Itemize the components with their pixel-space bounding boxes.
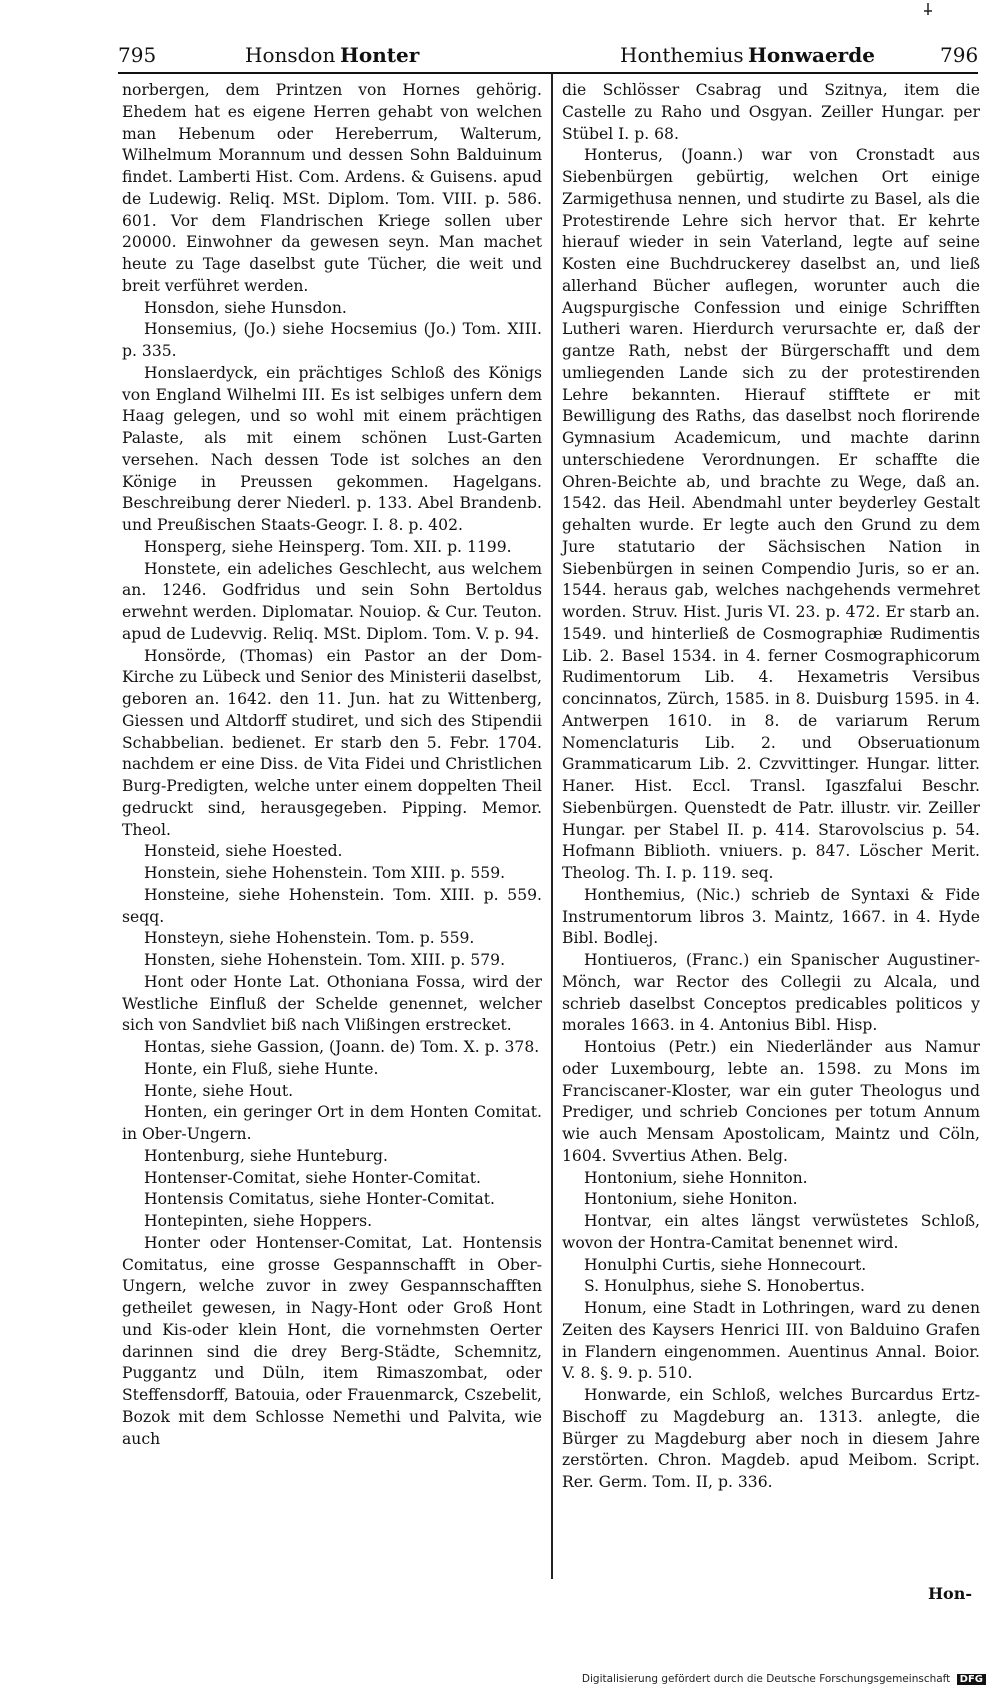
- entry-paragraph: Hontoius (Petr.) ein Niederländer aus Namur oder Luxembourg, lebte an. 1598. zu Mons im Franciscaner-Kloster, war ein guter Theologus und Prediger, und schrieb Conciones per totum Annum wie auch Mensam Apostolicam, Maintz und Cöln, 1604. Svvertius Athen. Belg.: [562, 1038, 980, 1165]
- footer-credit: [582, 1673, 986, 1685]
- entry-paragraph: Honsteyn, siehe Hohenstein. Tom. p. 559.: [144, 929, 475, 948]
- entry-paragraph: Hontonium, siehe Honniton.: [584, 1168, 808, 1187]
- entry-paragraph: Honsdon, siehe Hunsdon.: [144, 298, 347, 317]
- right-running-title-fraktur: Honwaerde: [748, 43, 875, 67]
- entry-paragraph: Honsten, siehe Hohenstein. Tom. XIII. p. 579.: [144, 951, 506, 969]
- entry-paragraph: Hontenburg, siehe Hunteburg.: [144, 1146, 388, 1165]
- left-column: [122, 80, 542, 1450]
- entry-paragraph: Hontvar, ein altes längst verwüstetes Schloß, wovon der Hontra-Camitat benennet wird.: [562, 1212, 980, 1252]
- entry-paragraph: Honstein, siehe Hohenstein. Tom XIII. p. 559.: [144, 864, 506, 882]
- entry-paragraph: die Schlösser Csabrag und Szitnya, item die Castelle zu Raho und Osgyan. Zeiller Hungar. per Stübel I. p. 68.: [562, 81, 980, 143]
- left-running-title-fraktur: Honter: [340, 43, 420, 67]
- entry-paragraph: Honterus, (Joann.) war von Cronstadt aus Siebenbürgen gebürtig, welchen Ort einige Zarmigethusa nennen, und studirte zu Basel, als die Protestirende Lehre sich hervor that. Er kehrte hierauf wieder in sein Vaterland, legte auf seine Kosten eine Buchdruckerey daselbst an, und ließ allerhand Bücher auflegen, worunter auch die Augspurgische Confession und einige Schrifften Lutheri waren. Hierdurch verursachte er, daß der gantze Rath, nebst der Bürgerschafft und dem umliegenden Lande sich zu der protestirenden Lehre bekannten. Hierauf stifftete er mit Bewilligung des Raths, das daselbst noch florirende Gymnasium Academicum, und machte darinn unterschiedene Verordnungen. Er schaffte die Ohren-Beichte ab, und brachte zu Wege, daß an. 1542. das Heil. Abendmahl unter beyderley Gestalt gehalten wurde. Er legte auch den Grund zu dem Jure statutario der Sächsischen Nation in Siebenbürgen in seinen Compendio Juris, so er an. 1544. heraus gab, welches nachgehends vermehret worden. Struv. Hist. Juris VI. 23. p. 472. Er starb an. 1549. und hinterließ de Cosmographiæ Rudimentis Lib. 2. Basel 1534. in 4. ferner Cosmographicorum Rudimentorum Lib. 4. Hexametris Versibus concinnatos, Zürch, 1585. in 8. Duisburg 1595. in 4. Antwerpen 1610. in 8. de variarum Rerum Nomenclaturis Lib. 2. und Obseruationum Grammaticarum Lib. 2. Czvvittinger. Hungar. litter. Haner. Hist. Eccl. Transl. Igaszfalui Beschr. Siebenbürgen. Quenstedt de Patr. illustr. vir. Zeiller Hungar. per Stabel II. p. 414. Starovolscius p. 54. Hofmann Biblioth. vniuers. p. 847. Löscher Merit. Theolog. Th. I. p. 119. seq.: [562, 146, 980, 882]
- catchword: Hon-: [927, 1584, 972, 1603]
- entry-paragraph: Hont oder Honte Lat. Othoniana Fossa, wird der Westliche Einfluß der Schelde genennet, welcher sich von Sandvliet biß nach Vlißingen erstrecket.: [122, 972, 542, 1035]
- corner-mark: [924, 0, 932, 12]
- entry-paragraph: Honsteine, siehe Hohenstein. Tom. XIII. p. 559. seqq.: [122, 885, 542, 926]
- entry-paragraph: Honter oder Hontenser-Comitat, Lat. Hontensis Comitatus, eine grosse Gespannschafft in Ober-Ungern, welche zuvor in zwey Gespannschafften getheilet gewesen, in Nagy-Hont oder Groß Hont und Kis-oder klein Hont, die vornehmsten Oerter darinnen sind die drey Berg-Städte, Schemnitz, Puggantz und Düln, item Rimaszombat, oder Steffensdorff, Batouia, oder Frauenmarck, Cszebelit, Bozok mit dem Schlosse Nemethi und Palvita, wie auch: [122, 1233, 542, 1448]
- entry-paragraph: Hontenser-Comitat, siehe Honter-Comitat.: [144, 1168, 481, 1187]
- entry-paragraph: Honulphi Curtis, siehe Honnecourt.: [584, 1255, 867, 1274]
- entry-paragraph: Hontas, siehe Gassion, (Joann. de) Tom. X. p. 378.: [144, 1038, 540, 1056]
- left-page-number: 795: [118, 43, 157, 67]
- entry-paragraph: Honslaerdyck, ein prächtiges Schloß des Königs von England Wilhelmi III. Es ist selbiges unfern dem Haag gelegen, und so wohl mit einem prächtigen Palaste, als mit einem schönen Lust-Garten versehen. Nach dessen Tode ist solches an den Könige in Preussen gekommen. Hagelgans. Beschreibung derer Niederl. p. 133. Abel Brandenb. und Preußischen Staats-Geogr. I. 8. p. 402.: [122, 363, 542, 534]
- entry-paragraph: Honsteid, siehe Hoested.: [144, 842, 343, 861]
- entry-paragraph: Honsörde, (Thomas) ein Pastor an der Dom-Kirche zu Lübeck und Senior des Ministerii daselbst, geboren an. 1642. den 11. Jun. hat zu Wittenberg, Giessen und Altdorff studiret, und sich des Stipendii Schabbelian. bedienet. Er starb den 5. Febr. 1704. nachdem er eine Diss. de Vita Fidei und Christlichen Burg-Predigten, welche unter einem doppelten Theil gedruckt sind, herausgegeben. Pipping. Memor. Theol.: [122, 646, 542, 839]
- entry-paragraph: Honsemius, (Jo.) siehe Hocsemius (Jo.) Tom. XIII. p. 335.: [122, 320, 542, 360]
- entry-paragraph: norbergen, dem Printzen von Hornes gehörig. Ehedem hat es eigene Herren gehabt von welchen man Hebenum oder Hereberrum, Walterum, Wilhelmum Morannum und dessen Sohn Balduinum findet. Lamberti Hist. Com. Ardens. & Guisens. apud de Ludewig. Reliq. MSt. Diplom. Tom. VIII. p. 586. 601. Vor dem Flandrischen Kriege sollen uber 20000. Einwohner da gewesen seyn. Man machet heute zu Tage daselbst gute Tücher, die weit und breit verführet werden.: [122, 81, 542, 295]
- right-page-number: 796: [940, 43, 979, 67]
- entry-paragraph: Honum, eine Stadt in Lothringen, ward zu denen Zeiten des Kaysers Henrici III. von Balduino Grafen in Flandern eingenommen. Auentinus Annal. Boior. V. 8. §. 9. p. 510.: [562, 1299, 980, 1383]
- entry-paragraph: Hontonium, siehe Honiton.: [584, 1190, 798, 1209]
- column-divider: [551, 74, 553, 1579]
- entry-paragraph: S. Honulphus, siehe S. Honobertus.: [584, 1277, 865, 1296]
- right-running-title-roman: Honthemius: [620, 43, 744, 67]
- entry-paragraph: Honwarde, ein Schloß, welches Burcardus Ertz-Bischoff zu Magdeburg an. 1313. anlegte, die Bürger zu Magdeburg aber noch in diesem Jahre zerstörten. Chron. Magdeb. apud Meibom. Script. Rer. Germ. Tom. II, p. 336.: [562, 1386, 980, 1491]
- right-column: [562, 80, 980, 1494]
- entry-paragraph: Honstete, ein adeliches Geschlecht, aus welchem an. 1246. Godfridus und sein Sohn Bertoldus erwehnt werden. Diplomatar. Nouiop. & Cur. Teuton. apud de Ludevvig. Reliq. MSt. Diplom. Tom. V. p. 94.: [122, 559, 542, 643]
- left-running-title-roman: Honsdon: [245, 43, 336, 67]
- entry-paragraph: Honten, ein geringer Ort in dem Honten Comitat. in Ober-Ungern.: [122, 1103, 542, 1143]
- entry-paragraph: Hontepinten, siehe Hoppers.: [144, 1212, 373, 1230]
- entry-paragraph: Honthemius, (Nic.) schrieb de Syntaxi & Fide Instrumentorum libros 3. Maintz, 1667. in 4. Hyde Bibl. Bodlej.: [562, 885, 980, 948]
- entry-paragraph: Honsperg, siehe Heinsperg. Tom. XII. p. 1199.: [144, 537, 512, 556]
- footer-text: Digitalisierung gefördert durch die Deutsche Forschungsgemeinschaft: [581, 1673, 951, 1685]
- entry-paragraph: Hontensis Comitatus, siehe Honter-Comitat.: [144, 1190, 495, 1209]
- header-rule: [118, 72, 978, 74]
- dfg-logo: DFG: [957, 1674, 986, 1685]
- entry-paragraph: Honte, ein Fluß, siehe Hunte.: [144, 1059, 379, 1078]
- entry-paragraph: Honte, siehe Hout.: [144, 1081, 294, 1100]
- entry-paragraph: Hontiueros, (Franc.) ein Spanischer Augustiner-Mönch, war Rector des Collegii zu Alcala, und schrieb daselbst Conceptos predicables politicos y morales 1663. in 4. Antonius Bibl. Hisp.: [562, 951, 980, 1035]
